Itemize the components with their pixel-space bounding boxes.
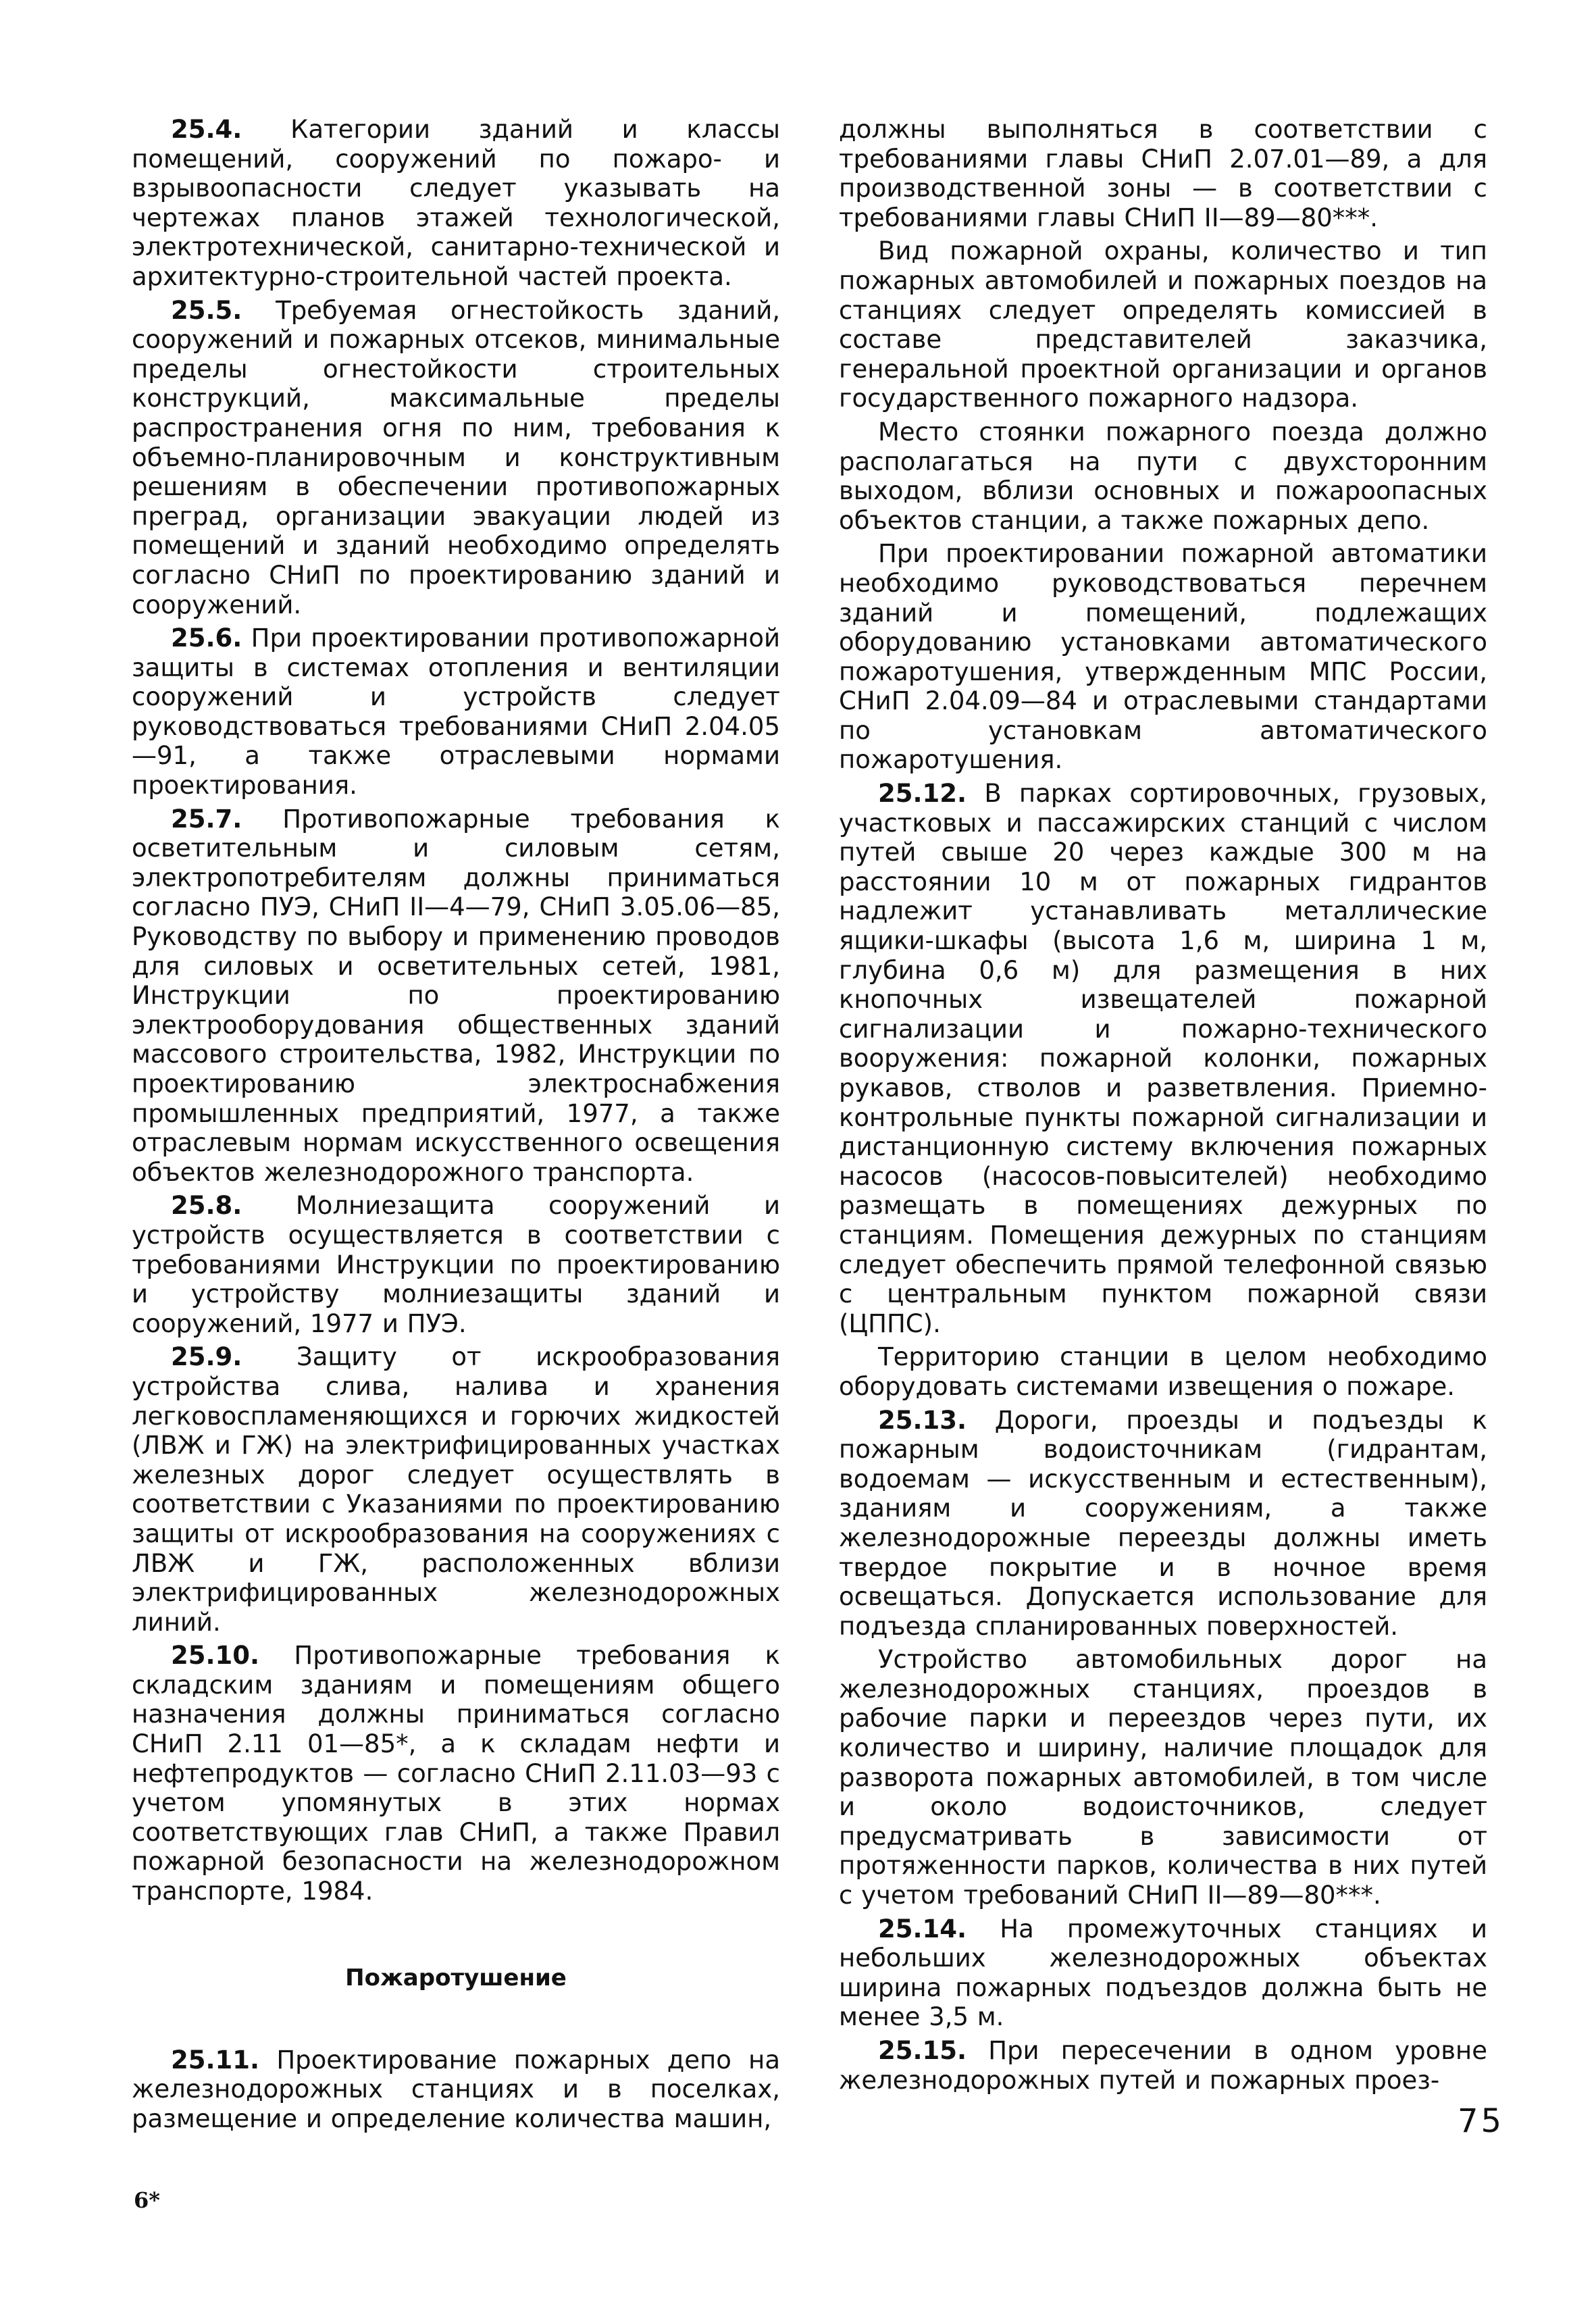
right-column	[839, 115, 1487, 2099]
paragraph-text: При пересечении в одном уровне железнодорожных путей и пожарных проез-	[839, 2036, 1487, 2095]
left-paragraphs-after-heading	[132, 2045, 780, 2134]
paragraph-text: Проектирование пожарных депо на железнодорожных станциях и в поселках, размещение и определение количества машин,	[132, 2045, 780, 2133]
clause-number: 25.15.	[878, 2036, 967, 2065]
paragraph	[839, 1342, 1487, 1401]
paragraph	[839, 236, 1487, 413]
paragraph	[132, 1641, 780, 1906]
paragraph	[839, 2036, 1487, 2095]
page-number: 75	[1458, 2102, 1505, 2140]
paragraph-text: Защиту от искрообразования устройства слива, налива и хранения легковоспламеняющихся и горючих жидкостей (ЛВЖ и ГЖ) на электрифицированных участках железных дорог следует осуществлять в соответствии с Указаниями по проектированию защиты от искрообразования на сооружениях с ЛВЖ и ГЖ, расположенных вблизи электрифицированных железнодорожных линий.	[132, 1342, 781, 1637]
paragraph-text: должны выполняться в соответствии с требованиями главы СНиП 2.07.01—89, а для производственной зоны — в соответствии с требованиями главы СНиП II—89—80***.	[839, 115, 1487, 232]
clause-number: 25.14.	[878, 1914, 967, 1943]
paragraph	[839, 417, 1487, 535]
clause-number: 25.5.	[171, 295, 242, 325]
paragraph	[132, 805, 780, 1188]
paragraph-text: При проектировании пожарной автоматики необходимо руководствоваться перечнем зданий и помещений, подлежащих оборудованию установками автоматического пожаротушения, утвержденным МПС России, СНиП 2.04.09—84 и отраслевыми стандартами по установкам автоматического пожаротушения.	[839, 539, 1487, 775]
section-heading: Пожаротушение	[345, 1964, 567, 1991]
paragraph	[132, 115, 780, 292]
clause-number: 25.10.	[171, 1641, 260, 1671]
paragraph-text: Устройство автомобильных дорог на железнодорожных станциях, проездов в рабочие парки и переездов через пути, их количество и ширину, наличие площадок для разворота пожарных автомобилей, в том числе и около водоисточников, следует предусматривать в зависимости от протяженности парков, количества в них путей с учетом требований СНиП II—89—80***.	[839, 1645, 1487, 1910]
paragraph-text: При проектировании противопожарной защиты в системах отопления и вентиляции сооружений и устройств следует руководствоваться требованиями СНиП 2.04.05—91, а также отраслевыми нормами проектирования.	[132, 624, 781, 800]
paragraph	[132, 2045, 780, 2134]
clause-number: 25.12.	[878, 779, 967, 809]
clause-number: 25.8.	[171, 1191, 242, 1221]
paragraph-text: Дороги, проезды и подъезды к пожарным водоисточникам (гидрантам, водоемам — искусственным и естественным), зданиям и сооружениям, а также железнодорожные переезды должны иметь твердое покрытие и в ночное время освещаться. Допускается использование для подъезда спланированных поверхностей.	[839, 1405, 1487, 1641]
paragraph-text: Категории зданий и классы помещений, сооружений по пожаро- и взрывоопасности следует указывать на чертежах планов этажей технологической, электротехнической, санитарно-технической и архитектурно-строительной частей проекта.	[132, 115, 781, 291]
clause-number: 25.4.	[171, 115, 242, 144]
paragraph-text: На промежуточных станциях и небольших железнодорожных объектах ширина пожарных подъездов должна быть не менее 3,5 м.	[839, 1914, 1488, 2032]
paragraph	[839, 1406, 1487, 1642]
clause-number: 25.11.	[171, 2045, 260, 2075]
paragraph	[839, 1914, 1487, 2032]
paragraph-text: Вид пожарной охраны, количество и тип пожарных автомобилей и пожарных поездов на станциях следует определять комиссией в составе представителей заказчика, генеральной проектной организации и органов государственного пожарного надзора.	[839, 236, 1487, 413]
paragraph-text: Требуемая огнестойкость зданий, сооружений и пожарных отсеков, минимальные пределы огнестойкости строительных конструкций, максимальные пределы распространения огня по ним, требования к объемно-планировочным и конструктивным решениям в обеспечении противопожарных преград, организации эвакуации людей из помещений и зданий необходимо определять согласно СНиП по проектированию зданий и сооружений.	[132, 295, 780, 619]
clause-number: 25.6.	[171, 624, 242, 653]
paragraph-text: В парках сортировочных, грузовых, участковых и пассажирских станций с числом путей свыше 20 через каждые 300 м на расстоянии 10 м от пожарных гидрантов надлежит устанавливать металлические ящики-шкафы (высота 1,6 м, ширина 1 м, глубина 0,6 м) для размещения в них кнопочных извещателей пожарной сигнализации и пожарно-технического вооружения: пожарной колонки, пожарных рукавов, стволов и разветвления. Приемно-контрольные пункты пожарной сигнализации и дистанционную систему включения пожарных насосов (насосов-повысителей) необходимо размещать в помещениях дежурных по станциям. Помещения дежурных по станциям следует обеспечить прямой телефонной связью с центральным пунктом пожарной связи (ЦППС).	[839, 779, 1487, 1338]
left-column	[132, 115, 780, 2137]
paragraph-text: Молниезащита сооружений и устройств осуществляется в соответствии с требованиями Инструкции по проектированию и устройству молниезащиты зданий и сооружений, 1977 и ПУЭ.	[132, 1191, 780, 1338]
paragraph-text: Противопожарные требования к осветительным и силовым сетям, электропотребителям должны приниматься согласно ПУЭ, СНиП II—4—79, СНиП 3.05.06—85, Руководству по выбору и применению проводов для силовых и осветительных сетей, 1981, Инструкции по проектированию электрооборудования общественных зданий массового строительства, 1982, Инструкции по проектированию электроснабжения промышленных предприятий, 1977, а также отраслевым нормам искусственного освещения объектов железнодорожного транспорта.	[132, 804, 780, 1187]
paragraph	[132, 1191, 780, 1338]
paragraph-text: Территорию станции в целом необходимо оборудовать системами извещения о пожаре.	[839, 1342, 1487, 1401]
paragraph	[839, 539, 1487, 775]
signature-mark: 6*	[134, 2187, 160, 2213]
paragraph	[839, 1645, 1487, 1910]
clause-number: 25.13.	[878, 1405, 967, 1435]
paragraph-text: Противопожарные требования к складским зданиям и помещениям общего назначения должны приниматься согласно СНиП 2.11 01—85*, а к складам нефти и нефтепродуктов — согласно СНиП 2.11.03—93 с учетом упомянутых в этих нормах соответствующих глав СНиП, а также Правил пожарной безопасности на железнодорожном транспорте, 1984.	[132, 1641, 780, 1906]
paragraph-text: Место стоянки пожарного поезда должно располагаться на пути с двухсторонним выходом, вблизи основных и пожароопасных объектов станции, а также пожарных депо.	[839, 417, 1487, 535]
paragraph	[132, 1342, 780, 1637]
paragraph	[132, 624, 780, 800]
paragraph	[839, 779, 1487, 1338]
paragraph	[839, 115, 1487, 232]
left-paragraphs	[132, 115, 780, 1906]
clause-number: 25.7.	[171, 804, 242, 834]
clause-number: 25.9.	[171, 1342, 242, 1372]
paragraph	[132, 296, 780, 620]
